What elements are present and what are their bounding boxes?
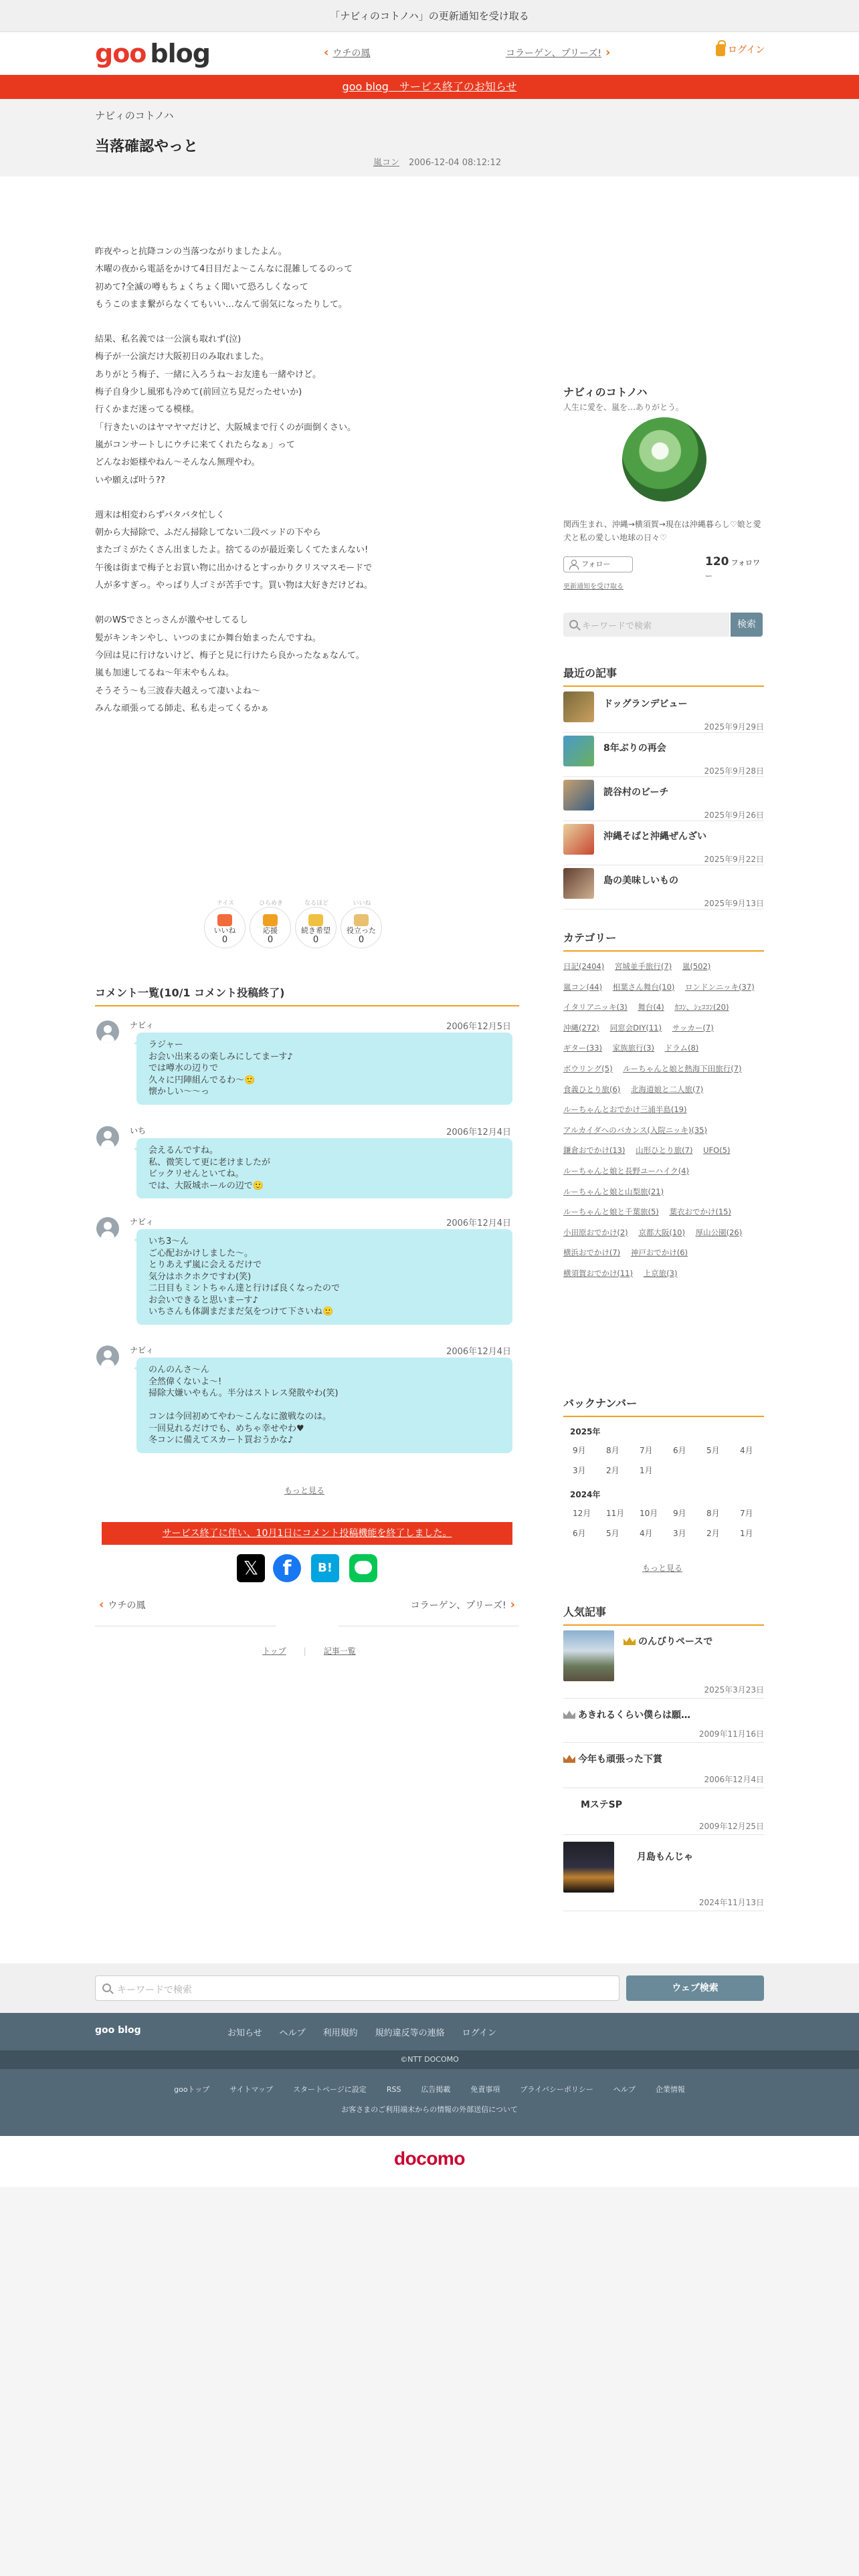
reaction-button-3[interactable] [341,900,382,948]
recent-post-item[interactable] [563,691,764,733]
recent-post-item[interactable] [563,868,764,909]
backnumber-month-link[interactable]: 12月 [573,1509,591,1518]
category-link[interactable]: ルーちゃんと娘と千葉旅(5) [563,1207,659,1217]
share-x-icon[interactable] [237,1554,265,1582]
comment-line: 懐かしい〜〜っ [149,1087,210,1097]
comment-line [149,1400,500,1412]
top-link[interactable]: トップ [262,1646,286,1656]
comment-author: ナビィ [130,1021,154,1030]
reaction-icon [354,914,369,926]
popular-post-title-text: あきれるくらい僕らは願… [578,1710,690,1721]
avatar-icon [96,1346,119,1368]
backnumber-more-link[interactable]: もっと見る [642,1564,683,1573]
post-meta [373,155,501,168]
category-link[interactable]: ルーちゃんとおでかけ三浦半島(19) [563,1105,687,1115]
popular-post-date: 2009年11月16日 [698,1729,764,1739]
footer-logo[interactable]: goo blog [95,2025,141,2036]
category-link[interactable]: ロンドンニッキ(37) [685,982,755,992]
footer-link[interactable]: サイトマップ [229,2085,274,2094]
profile-description: 人生に愛を、嵐を…ありがとう。 [563,403,684,412]
footer-link[interactable]: お知らせ [227,2028,262,2038]
backnumber-month-link[interactable]: 1月 [740,1529,753,1538]
popular-post-thumbnail [563,1630,614,1681]
article-line: いや願えば叶う?? [95,475,165,486]
search-icon [102,1983,111,1992]
article-list-link[interactable]: 記事一覧 [323,1646,356,1656]
category-link[interactable]: サッカー(7) [672,1023,714,1033]
category-link[interactable]: 食義ひとり旅(6) [563,1084,621,1094]
comment-line: 会えるんですね。 [149,1146,219,1156]
recent-post-date: 2025年9月26日 [704,811,764,820]
popular-post-item[interactable] [563,1795,764,1835]
backnumber-header: バックナンバー [563,1395,764,1417]
recent-post-title: 島の美味しいもの [603,875,678,886]
comment-line: 一回見れるだけでも、めちゃ幸せやわ♥ [149,1423,304,1434]
category-link[interactable]: 上京旅(3) [643,1268,678,1278]
reaction-caption: ナイス [216,900,235,907]
article-line [95,490,510,507]
post-category-link[interactable]: 嵐コン [373,158,400,168]
category-link[interactable]: 鎌倉おでかけ(13) [563,1146,626,1156]
footer-search-input[interactable]: キーワードで検索 [95,1975,619,2001]
footer-link[interactable]: ヘルプ [613,2085,636,2094]
backnumber-month-link[interactable]: 8月 [706,1509,720,1518]
reaction-label: 続き希望 [301,926,330,935]
backnumber-month-link[interactable]: 7月 [640,1446,653,1455]
recent-post-thumbnail [563,780,594,811]
article-line: 梅子が一公演だけ大阪初日のみ取れました。 [95,352,270,362]
web-search-button[interactable]: ウェブ検索 [626,1975,764,2001]
comment-author: ナビィ [130,1346,154,1355]
category-link[interactable]: 嵐コン(44) [563,982,603,992]
recent-post-title: 読谷村のビーチ [603,787,669,798]
category-link[interactable]: 北海道娘と二人旅(7) [630,1084,704,1094]
reaction-button-2[interactable] [295,900,337,948]
site-header [0,32,859,75]
footer-link[interactable]: 企業情報 [655,2085,685,2094]
popular-post-date: 2009年12月25日 [698,1822,764,1831]
reaction-caption: ひらめき [258,900,283,907]
follower-count: 120 フォロワー [705,555,760,580]
article-line [95,595,510,612]
reaction-icon [217,914,232,926]
popular-posts-header: 人気記事 [563,1604,764,1626]
main-content [0,177,859,1963]
reaction-caption: なるほど [304,900,328,907]
article-line: 梅子自身少し風邪も冷めて(前回立ち見だったせいか) [95,387,302,398]
article-line: どんなお姫様やねん〜そんなん無理やわ。 [95,457,260,468]
recent-post-thumbnail [563,824,594,855]
article-line: みんな頑張ってる師走、私も走ってくるかぁ [95,703,270,714]
category-header: カテゴリー [563,930,764,952]
category-link[interactable]: 横須賀おでかけ(11) [563,1268,633,1278]
backnumber-year: 2024年 [570,1490,601,1499]
category-link[interactable]: ｶｺﾝ、ｼｪｺｺﾝ(20) [674,1002,729,1012]
category-link[interactable]: ギター(33) [563,1043,602,1053]
article-line: 朝のWSでさとっさんが激やせしてるし [95,615,248,626]
backnumber-month-link[interactable]: 6月 [673,1446,686,1455]
reaction-count: 0 [221,935,228,945]
comment-date: 2006年12月4日 [446,1218,511,1228]
backnumber-month-link[interactable]: 1月 [640,1466,653,1475]
popular-post-item[interactable] [563,1630,764,1699]
category-link[interactable]: UFO(5) [703,1146,731,1156]
article-line: 「行きたいのはヤマヤマだけど、大阪城まで行くのが面倒くさい。 [95,422,357,433]
popular-post-title [624,1634,712,1648]
popular-post-title-text: のんびりペースで [638,1636,713,1647]
recent-post-thumbnail [563,691,594,722]
article-line: 午後は街まで梅子とお買い物に出かけるとすっかりクリスマスモードで [95,562,373,573]
avatar-icon [96,1126,119,1149]
category-link[interactable]: ルーちゃんと娘と熱海下田旅行(7) [623,1063,742,1073]
category-link[interactable]: ルーちゃんと娘と長野ユーハイク(4) [563,1166,689,1176]
comment-author: いち [130,1126,147,1136]
comment-line: 気分はホクホクですわ(笑) [149,1271,252,1282]
comment-bubble [136,1358,512,1453]
sidebar-search-input[interactable]: キーワードで検索 [563,613,729,637]
comment-line: 久々に円陣組んでるわ〜🙂 [149,1075,256,1085]
backnumber-month-link[interactable]: 8月 [606,1446,619,1455]
comment-line: いち3〜ん [149,1237,189,1247]
profile-intro: 関西生まれ、沖縄→横須賀→現在は沖縄暮らし♡娘と愛犬と私の愛しい地球の日々♡ [563,520,761,542]
lock-icon [716,44,725,56]
comment-line: 冬コンに備えてスカート買おうかな♪ [149,1435,294,1445]
popular-post-title [563,1752,662,1765]
bottom-links: トップ | 記事一覧 [262,1646,356,1656]
crown-icon [624,1637,636,1645]
comment-bubble [136,1138,512,1198]
blog-name[interactable]: ナビィのコトノハ [95,110,174,122]
prev-post-link[interactable]: ‹ ウチの鳳 [95,1597,276,1626]
backnumber-month-link[interactable]: 4月 [640,1529,653,1538]
service-end-notice-link[interactable]: goo blog サービス終了のお知らせ [0,75,859,99]
backnumber-year: 2025年 [570,1427,601,1436]
popular-post-date: 2006年12月4日 [704,1775,764,1784]
category-link[interactable]: 同窓会DIY(11) [609,1023,662,1033]
comment-date: 2006年12月5日 [446,1022,511,1032]
footer-link[interactable]: 免責事項 [470,2085,500,2094]
category-link[interactable]: 日記(2404) [563,962,605,971]
comment-line: とりあえず嵐に会えるだけで [149,1260,262,1270]
comment-line: ご心配おかけしました〜。 [149,1248,254,1259]
comment-line: いちさんも体調まだまだ気をつけて下さいね🙂 [149,1307,334,1317]
reaction-label: 応援 [263,926,278,935]
article-line: 朝から大掃除で、ふだん掃除してない二段ベッドの下やら [95,528,321,538]
category-link[interactable]: ルーちゃんと娘と山梨旅(21) [563,1186,664,1196]
comment-date: 2006年12月4日 [446,1347,511,1357]
reaction-label: いいね [213,926,236,935]
footer-links [0,2069,859,2136]
comment-line: コンは今回初めてやわ〜こんなに激戦なのは。 [149,1412,332,1422]
reaction-label: 役立った [347,926,376,935]
popular-post-title [637,1850,693,1863]
article-line: 初めて?全滅の噂もちょくちょく聞いて恐ろしくなって [95,282,308,292]
recent-posts-header: 最近の記事 [563,665,764,687]
comment-author: ナビィ [130,1217,154,1226]
reaction-button-1[interactable] [250,900,291,948]
crown-icon [563,1711,575,1719]
category-link[interactable]: 家族旅行(3) [612,1043,654,1053]
reaction-count: 0 [358,935,365,945]
popular-post-item[interactable] [563,1749,764,1788]
footer-copyright: ©NTT DOCOMO [0,2050,859,2069]
comment-line: 二日目もミントちゃん達と行けば良くなったので [149,1283,341,1293]
article-line: もうこのまま繋がらなくてもいい…なんて弱気になったりして。 [95,299,347,310]
category-link[interactable]: 神戸おでかけ(6) [630,1248,688,1258]
follow-notify-link[interactable]: 更新通知を受け取る [563,583,624,591]
popular-post-item[interactable] [563,1705,764,1743]
reaction-caption: いいね [353,900,371,907]
footer-search-area [0,1963,859,2013]
category-link[interactable]: 舞台(4) [638,1002,664,1012]
footer-link[interactable]: スタートページに設定 [293,2085,367,2094]
recent-post-thumbnail [563,868,594,899]
category-link[interactable]: 葉衣おでかけ(15) [669,1207,731,1217]
article-line: 週末は相変わらずバタバタ忙しく [95,510,225,520]
post-title-area [0,99,859,177]
backnumber-month-link[interactable]: 9月 [673,1509,686,1518]
popular-post-date: 2024年11月13日 [698,1898,764,1907]
backnumber-month-link[interactable]: 10月 [640,1509,658,1518]
goo-blog-logo[interactable]: goo blog [95,39,210,68]
article-line: 髪がキンキンやし、いつのまにか舞台始まったんですね。 [95,633,321,643]
article-line: 木曜の夜から電話をかけて4日目だよ〜こんなに混雑してるのって [95,264,353,275]
footer-nav [0,2013,859,2050]
backnumber-month-link[interactable]: 2月 [606,1466,619,1475]
article-line: ありがとう梅子、一緒に入ろうね〜お友達も一緒やけど。 [95,369,322,380]
profile-avatar[interactable] [622,417,706,502]
header-next-post-link[interactable]: コラーゲン、プリーズ! › [506,45,611,60]
share-hatena-icon[interactable] [311,1554,339,1582]
recent-post-title: 沖縄そばと沖縄ぜんざい [603,831,706,842]
backnumber-month-link[interactable]: 3月 [573,1466,586,1475]
recent-post-item[interactable] [563,780,764,821]
chevron-left-icon: ‹ [324,45,329,60]
chevron-right-icon: › [605,45,611,60]
share-line-icon[interactable] [349,1554,377,1582]
backnumber-month-link[interactable]: 6月 [573,1529,586,1538]
footer-info-note[interactable]: お客さまのご利用端末からの情報の外部送信について [341,2105,518,2114]
article-line [95,314,510,331]
comment-line: のんのんさ〜ん [149,1365,210,1375]
profile-title[interactable]: ナビィのコトノハ [563,386,648,399]
category-link[interactable]: 厚山公園(26) [695,1227,743,1237]
popular-post-title-text: 今年も頑張った下賞 [578,1754,662,1765]
comment-line: では噂水の辺りで [149,1063,219,1073]
update-notify-bar[interactable]: 「ナビィのコトノハ」の更新通知を受け取る [0,0,859,32]
footer-link[interactable]: gooトップ [174,2085,210,2094]
category-link[interactable]: ドラム(8) [664,1043,699,1053]
footer-link[interactable]: 利用規約 [322,2028,358,2038]
article-line: 嵐も加速してるね〜年末やもんね。 [95,668,235,679]
comment-line: 私、微笑して更に老けましたが [149,1157,271,1168]
docomo-logo[interactable]: docomo [394,2148,465,2169]
article-line: 嵐がコンサートしにウチに来てくれたらなぁ」って [95,439,296,450]
recent-post-item[interactable] [563,824,764,865]
reaction-icon [308,914,323,926]
search-icon [569,620,578,629]
footer-link[interactable]: 広告掲載 [421,2085,451,2094]
comments-header: コメント一覧(10/1 コメント投稿終了) [95,984,519,1006]
footer-link[interactable]: RSS [386,2085,401,2094]
category-link[interactable]: ボウリング(5) [563,1063,613,1073]
recent-post-title: 8年ぶりの再会 [603,743,666,754]
backnumber-month-link[interactable]: 5月 [606,1529,619,1538]
backnumber-month-link[interactable]: 3月 [673,1529,686,1538]
popular-post-thumbnail [563,1842,614,1893]
backnumber-month-link[interactable]: 9月 [573,1446,586,1455]
reaction-button-0[interactable] [204,900,246,948]
recent-post-item[interactable] [563,736,764,777]
comment-line: 掃除大嫌いやもん。半分はストレス発散やわ(笑) [149,1388,339,1398]
comment-bubble [136,1033,512,1105]
comment-line: お会い出来るの楽しみにしてまーす♪ [149,1051,293,1062]
recent-post-title: ドッグランデビュー [603,699,688,710]
category-link[interactable]: 山形ひとり旅(7) [636,1146,693,1156]
crown-icon [563,1755,575,1763]
recent-post-date: 2025年9月28日 [704,766,764,776]
backnumber-month-link[interactable]: 5月 [706,1446,720,1455]
avatar-icon [96,1217,119,1240]
category-link[interactable]: 沖縄(272) [563,1023,599,1033]
category-link[interactable]: 相葉さん舞台(10) [612,982,675,992]
footer-brand [0,2136,859,2187]
comment-line: お会いできると思いまーす♪ [149,1295,258,1305]
post-datetime: 2006-12-04 08:12:12 [409,158,502,168]
popular-post-title [563,1708,690,1721]
comment-bubble [136,1229,512,1325]
article-line: そうそう〜も三波春夫越えって凄いよね〜 [95,685,261,696]
reaction-icon [263,914,278,926]
category-list [563,956,764,1284]
recent-post-date: 2025年9月22日 [704,855,764,864]
follow-button[interactable]: フォロー [563,556,633,572]
footer-link[interactable]: ヘルプ [279,2028,306,2038]
reaction-count: 0 [267,935,274,945]
popular-post-date: 2025年3月23日 [704,1685,764,1695]
backnumber-month-link[interactable]: 11月 [606,1509,625,1518]
category-link[interactable]: 宮城並手旅行(7) [614,962,672,971]
comment-line: ビックリせんといてね。 [149,1169,244,1179]
avatar-icon [96,1021,119,1043]
login-link[interactable]: ログイン [716,43,765,56]
comment-line: 全然偉くないよ〜! [149,1376,222,1387]
footer-link[interactable]: プライバシーポリシー [520,2085,593,2094]
popular-post-title-text: MステSP [581,1800,622,1810]
recent-post-thumbnail [563,736,594,766]
person-icon [569,560,577,569]
share-facebook-icon[interactable] [273,1554,301,1582]
footer-link[interactable]: ログイン [462,2028,497,2038]
recent-post-date: 2025年9月29日 [704,722,764,732]
popular-post-item[interactable] [563,1842,764,1911]
backnumber-month-link[interactable]: 7月 [740,1509,753,1518]
comment-line: では、大阪城ホールの辺で🙂 [149,1180,264,1191]
reaction-count: 0 [312,935,319,945]
backnumber-month-link[interactable]: 2月 [706,1529,720,1538]
category-link[interactable]: アルカイダへのバカンス(入院ニッキ)(35) [563,1125,707,1135]
post-title: 当落確認やっと [95,138,199,155]
comments-closed-notice[interactable]: サービス終了に伴い、10月1日にコメント投稿機能を終了しました。 [102,1522,512,1545]
category-link[interactable]: 嵐(502) [682,962,711,971]
recent-post-date: 2025年9月13日 [704,899,764,908]
sidebar-search-button[interactable]: 検索 [731,613,763,637]
article-body [95,243,510,718]
popular-post-title [581,1798,622,1811]
chevron-right-icon: › [510,1598,515,1612]
article-line: またゴミがたくさん出ましたよ。捨てるのが最近楽しくてたまんない! [95,545,369,556]
comment-line: ラジャー [149,1040,183,1050]
popular-post-title-text: 月島もんじゃ [637,1852,693,1862]
chevron-left-icon: ‹ [99,1598,104,1612]
article-line: 昨夜やっと抗降コンの当落つながりましたよん。 [95,247,287,257]
footer-link[interactable]: 規約違反等の連絡 [375,2028,445,2038]
article-line: 結果、私名義では一公演も取れず(泣) [95,334,242,345]
category-link[interactable]: 小田原おでかけ(2) [563,1227,628,1237]
category-link[interactable]: 横浜おでかけ(7) [563,1248,621,1258]
comment-date: 2006年12月4日 [446,1128,511,1138]
backnumber-month-link[interactable]: 4月 [740,1446,753,1455]
article-line: 今回は見に行けないけど、梅子と見に行けたら良かったなぁなんて。 [95,650,365,661]
header-prev-post-link[interactable]: ‹ ウチの鳳 [324,45,371,60]
comments-more-link[interactable]: もっと見る [284,1486,325,1495]
category-link[interactable]: イタリアニッキ(3) [563,1002,628,1012]
article-line: 行くかまだ迷ってる模様。 [95,405,200,415]
category-link[interactable]: 京都大阪(10) [638,1227,685,1237]
next-post-link[interactable]: コラーゲン、プリーズ! › [339,1597,519,1626]
article-line: 人が多すぎっ。やっぱり人ゴミが苦手です。買い物は大好きだけどね。 [95,580,373,591]
